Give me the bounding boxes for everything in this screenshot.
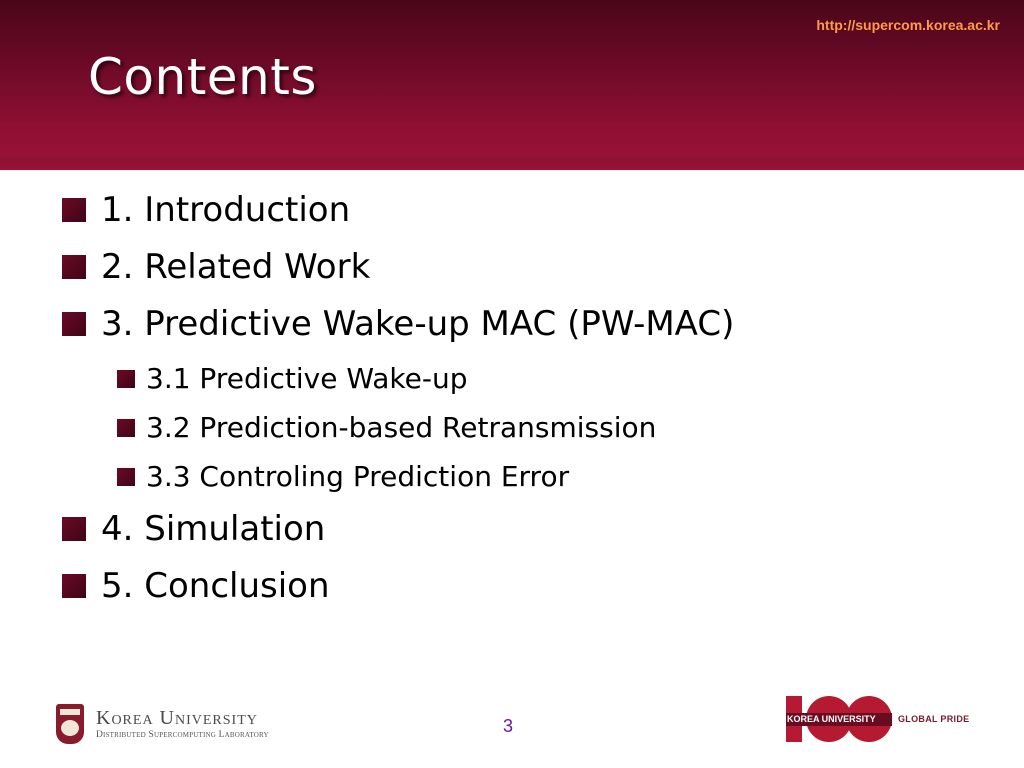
list-item-label: 3. Predictive Wake-up MAC (PW-MAC) xyxy=(101,304,735,344)
university-name: Korea University xyxy=(96,706,258,729)
square-bullet-icon xyxy=(62,198,86,222)
sub-item-prediction-error xyxy=(117,460,569,493)
square-bullet-icon xyxy=(117,370,135,388)
square-bullet-icon xyxy=(62,255,86,279)
square-bullet-icon xyxy=(117,468,135,486)
list-item-simulation xyxy=(62,509,325,549)
list-item-label: 5. Conclusion xyxy=(101,566,330,606)
square-bullet-icon xyxy=(62,574,86,598)
sub-item-label: 3.1 Predictive Wake-up xyxy=(146,362,468,395)
list-item-introduction xyxy=(62,190,350,230)
sub-item-label: 3.2 Prediction-based Retransmission xyxy=(146,411,657,444)
list-item-conclusion xyxy=(62,566,330,606)
global-pride-tagline: GLOBAL PRIDE xyxy=(898,714,970,724)
global-pride-logo xyxy=(786,696,986,742)
list-item-related-work xyxy=(62,247,370,287)
square-bullet-icon xyxy=(117,419,135,437)
lab-name: Distributed Supercomputing Laboratory xyxy=(96,729,269,740)
korea-university-wordmark xyxy=(96,708,269,741)
university-crest-icon xyxy=(56,704,84,744)
korea-university-logo xyxy=(56,702,291,746)
website-url[interactable]: http://supercom.korea.ac.kr xyxy=(816,17,1000,33)
list-item-label: 1. Introduction xyxy=(101,190,351,230)
list-item-label: 2. Related Work xyxy=(101,247,371,287)
list-item-pw-mac xyxy=(62,304,734,344)
sub-item-label: 3.3 Controling Prediction Error xyxy=(146,460,570,493)
logo-band-text: KOREA UNIVERSITY xyxy=(787,714,876,724)
sub-item-retransmission xyxy=(117,411,656,444)
slide-title: Contents xyxy=(88,48,317,106)
list-item-label: 4. Simulation xyxy=(101,509,326,549)
square-bullet-icon xyxy=(62,312,86,336)
sub-item-predictive-wakeup xyxy=(117,362,467,395)
square-bullet-icon xyxy=(62,517,86,541)
page-number: 3 xyxy=(503,716,514,736)
